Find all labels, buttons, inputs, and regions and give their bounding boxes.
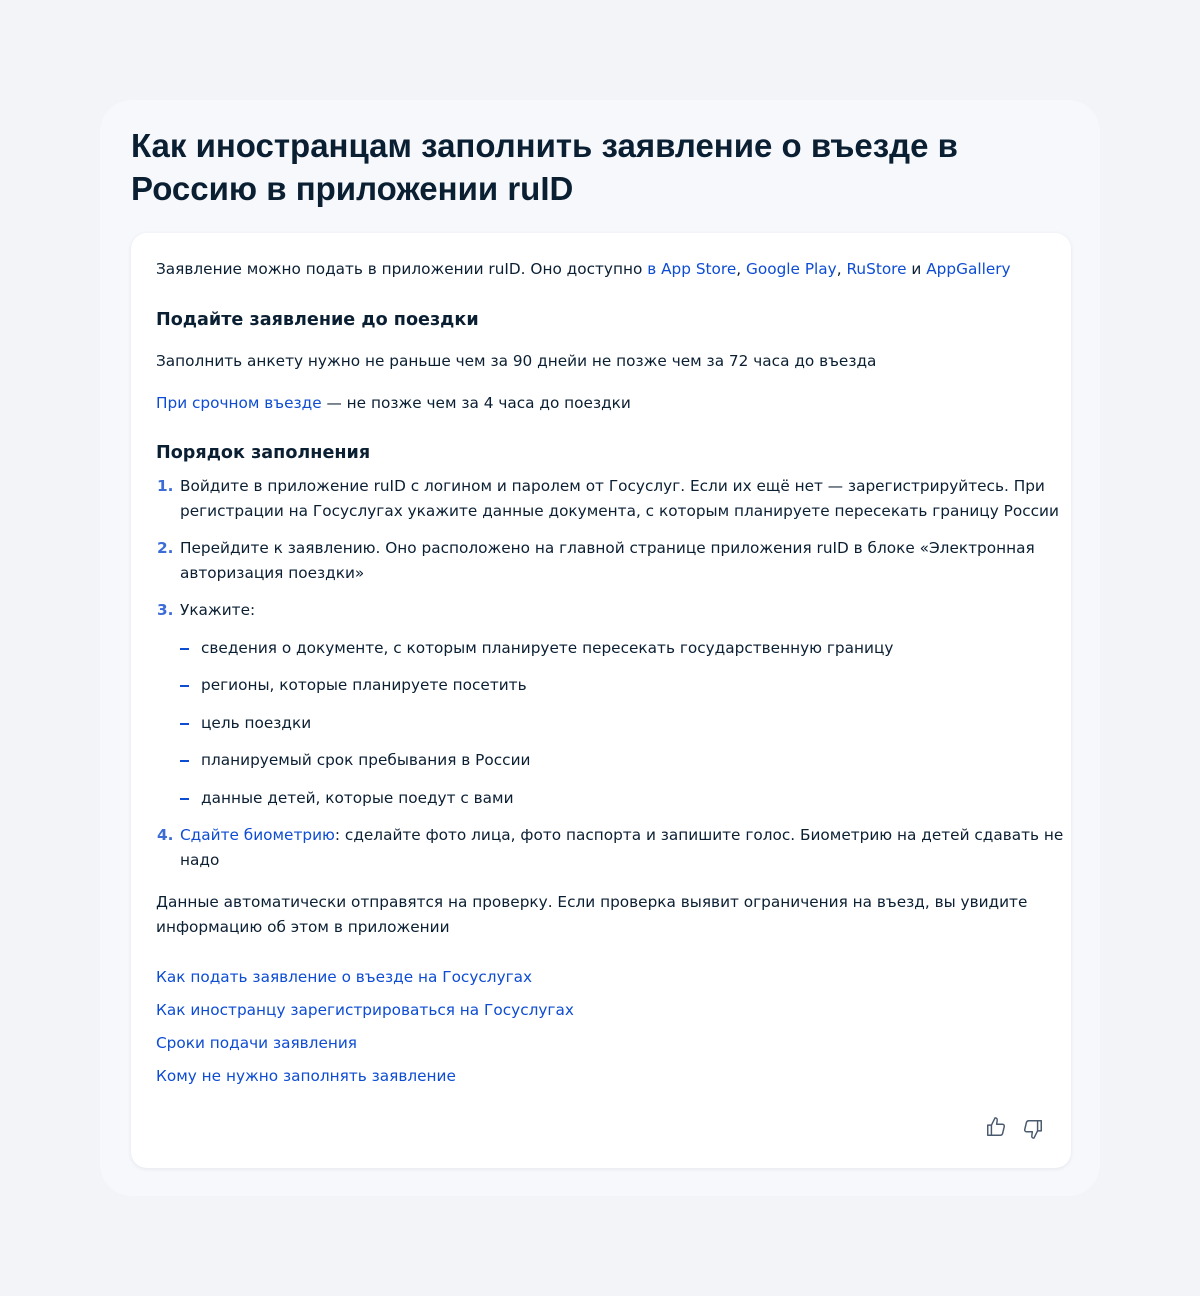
thumbs-up-icon: [985, 1116, 1007, 1138]
app-store-link[interactable]: в App Store: [647, 260, 737, 278]
dash-bullet-icon: [180, 648, 189, 650]
step-number: 3.: [157, 601, 174, 619]
step-text-line: Войдите в приложение ruID с логином и паролем от Госуслуг. Если их ещё нет — зарегистрируйтесь. При: [180, 477, 1045, 495]
dash-bullet-icon: [180, 798, 189, 800]
conclusion-line: информацию об этом в приложении: [156, 918, 450, 936]
dash-bullet-icon: [180, 723, 189, 725]
like-button[interactable]: [982, 1113, 1010, 1141]
sub-list-text: сведения о документе, с которым планируете пересекать государственную границу: [201, 639, 894, 657]
step-number: 4.: [157, 826, 174, 844]
sub-list-text: планируемый срок пребывания в России: [201, 751, 531, 769]
step-number: 1.: [157, 477, 174, 495]
sub-list-text: данные детей, которые поедут с вами: [201, 789, 514, 807]
step-text-line: [180, 823, 1063, 848]
sub-list-text: цель поездки: [201, 714, 312, 732]
step-text-line: надо: [180, 851, 220, 869]
related-link-apply-gosuslugi[interactable]: Как подать заявление о въезде на Госуслугах: [156, 968, 533, 986]
step-number: 2.: [157, 539, 174, 557]
appgallery-link[interactable]: AppGallery: [926, 260, 1011, 278]
intro-and: и: [906, 260, 927, 278]
urgent-entry-text: — не позже чем за 4 часа до поездки: [321, 394, 631, 412]
step-text-line: Укажите:: [180, 601, 256, 619]
step-text-rest: : сделайте фото лица, фото паспорта и запишите голос. Биометрию на детей сдавать не: [334, 826, 1064, 844]
article-container: [100, 100, 1100, 1196]
section-heading-before-trip: Подайте заявление до поездки: [156, 310, 479, 330]
sub-list-text: регионы, которые планируете посетить: [201, 676, 527, 694]
conclusion-line: Данные автоматически отправятся на проверку. Если проверка выявит ограничения на въезд, вы увидите: [156, 893, 1028, 911]
step-text-line: авторизация поездки»: [180, 564, 365, 582]
dash-bullet-icon: [180, 760, 189, 762]
thumbs-down-icon: [1022, 1118, 1044, 1140]
related-link-register[interactable]: Как иностранцу зарегистрироваться на Госуслугах: [156, 1001, 574, 1019]
section-heading-procedure: Порядок заполнения: [156, 443, 371, 463]
intro-paragraph: [156, 257, 1011, 282]
step-text-line: регистрации на Госуслугах укажите данные документа, с которым планируете пересекать границу России: [180, 502, 1059, 520]
related-link-exemptions[interactable]: Кому не нужно заполнять заявление: [156, 1067, 456, 1085]
deadline-text: Заполнить анкету нужно не раньше чем за 90 днейи не позже чем за 72 часа до въезда: [156, 352, 877, 370]
biometrics-link[interactable]: Сдайте биометрию: [180, 826, 335, 844]
related-link-deadlines[interactable]: Сроки подачи заявления: [156, 1034, 358, 1052]
intro-separator: ,: [836, 260, 847, 278]
intro-separator: ,: [736, 260, 747, 278]
dash-bullet-icon: [180, 685, 189, 687]
article-card: [131, 233, 1071, 1168]
page-title: Как иностранцам заполнить заявление о въезде в Россию в приложении ruID: [131, 127, 958, 207]
dislike-button[interactable]: [1019, 1115, 1047, 1143]
google-play-link[interactable]: Google Play: [746, 260, 837, 278]
rustore-link[interactable]: RuStore: [846, 260, 907, 278]
step-text-line: Перейдите к заявлению. Оно расположено на главной странице приложения ruID в блоке «Электронная: [180, 539, 1035, 557]
urgent-entry-link[interactable]: При срочном въезде: [156, 394, 322, 412]
urgent-entry-paragraph: [156, 391, 631, 416]
intro-text: Заявление можно подать в приложении ruID. Оно доступно: [156, 260, 648, 278]
